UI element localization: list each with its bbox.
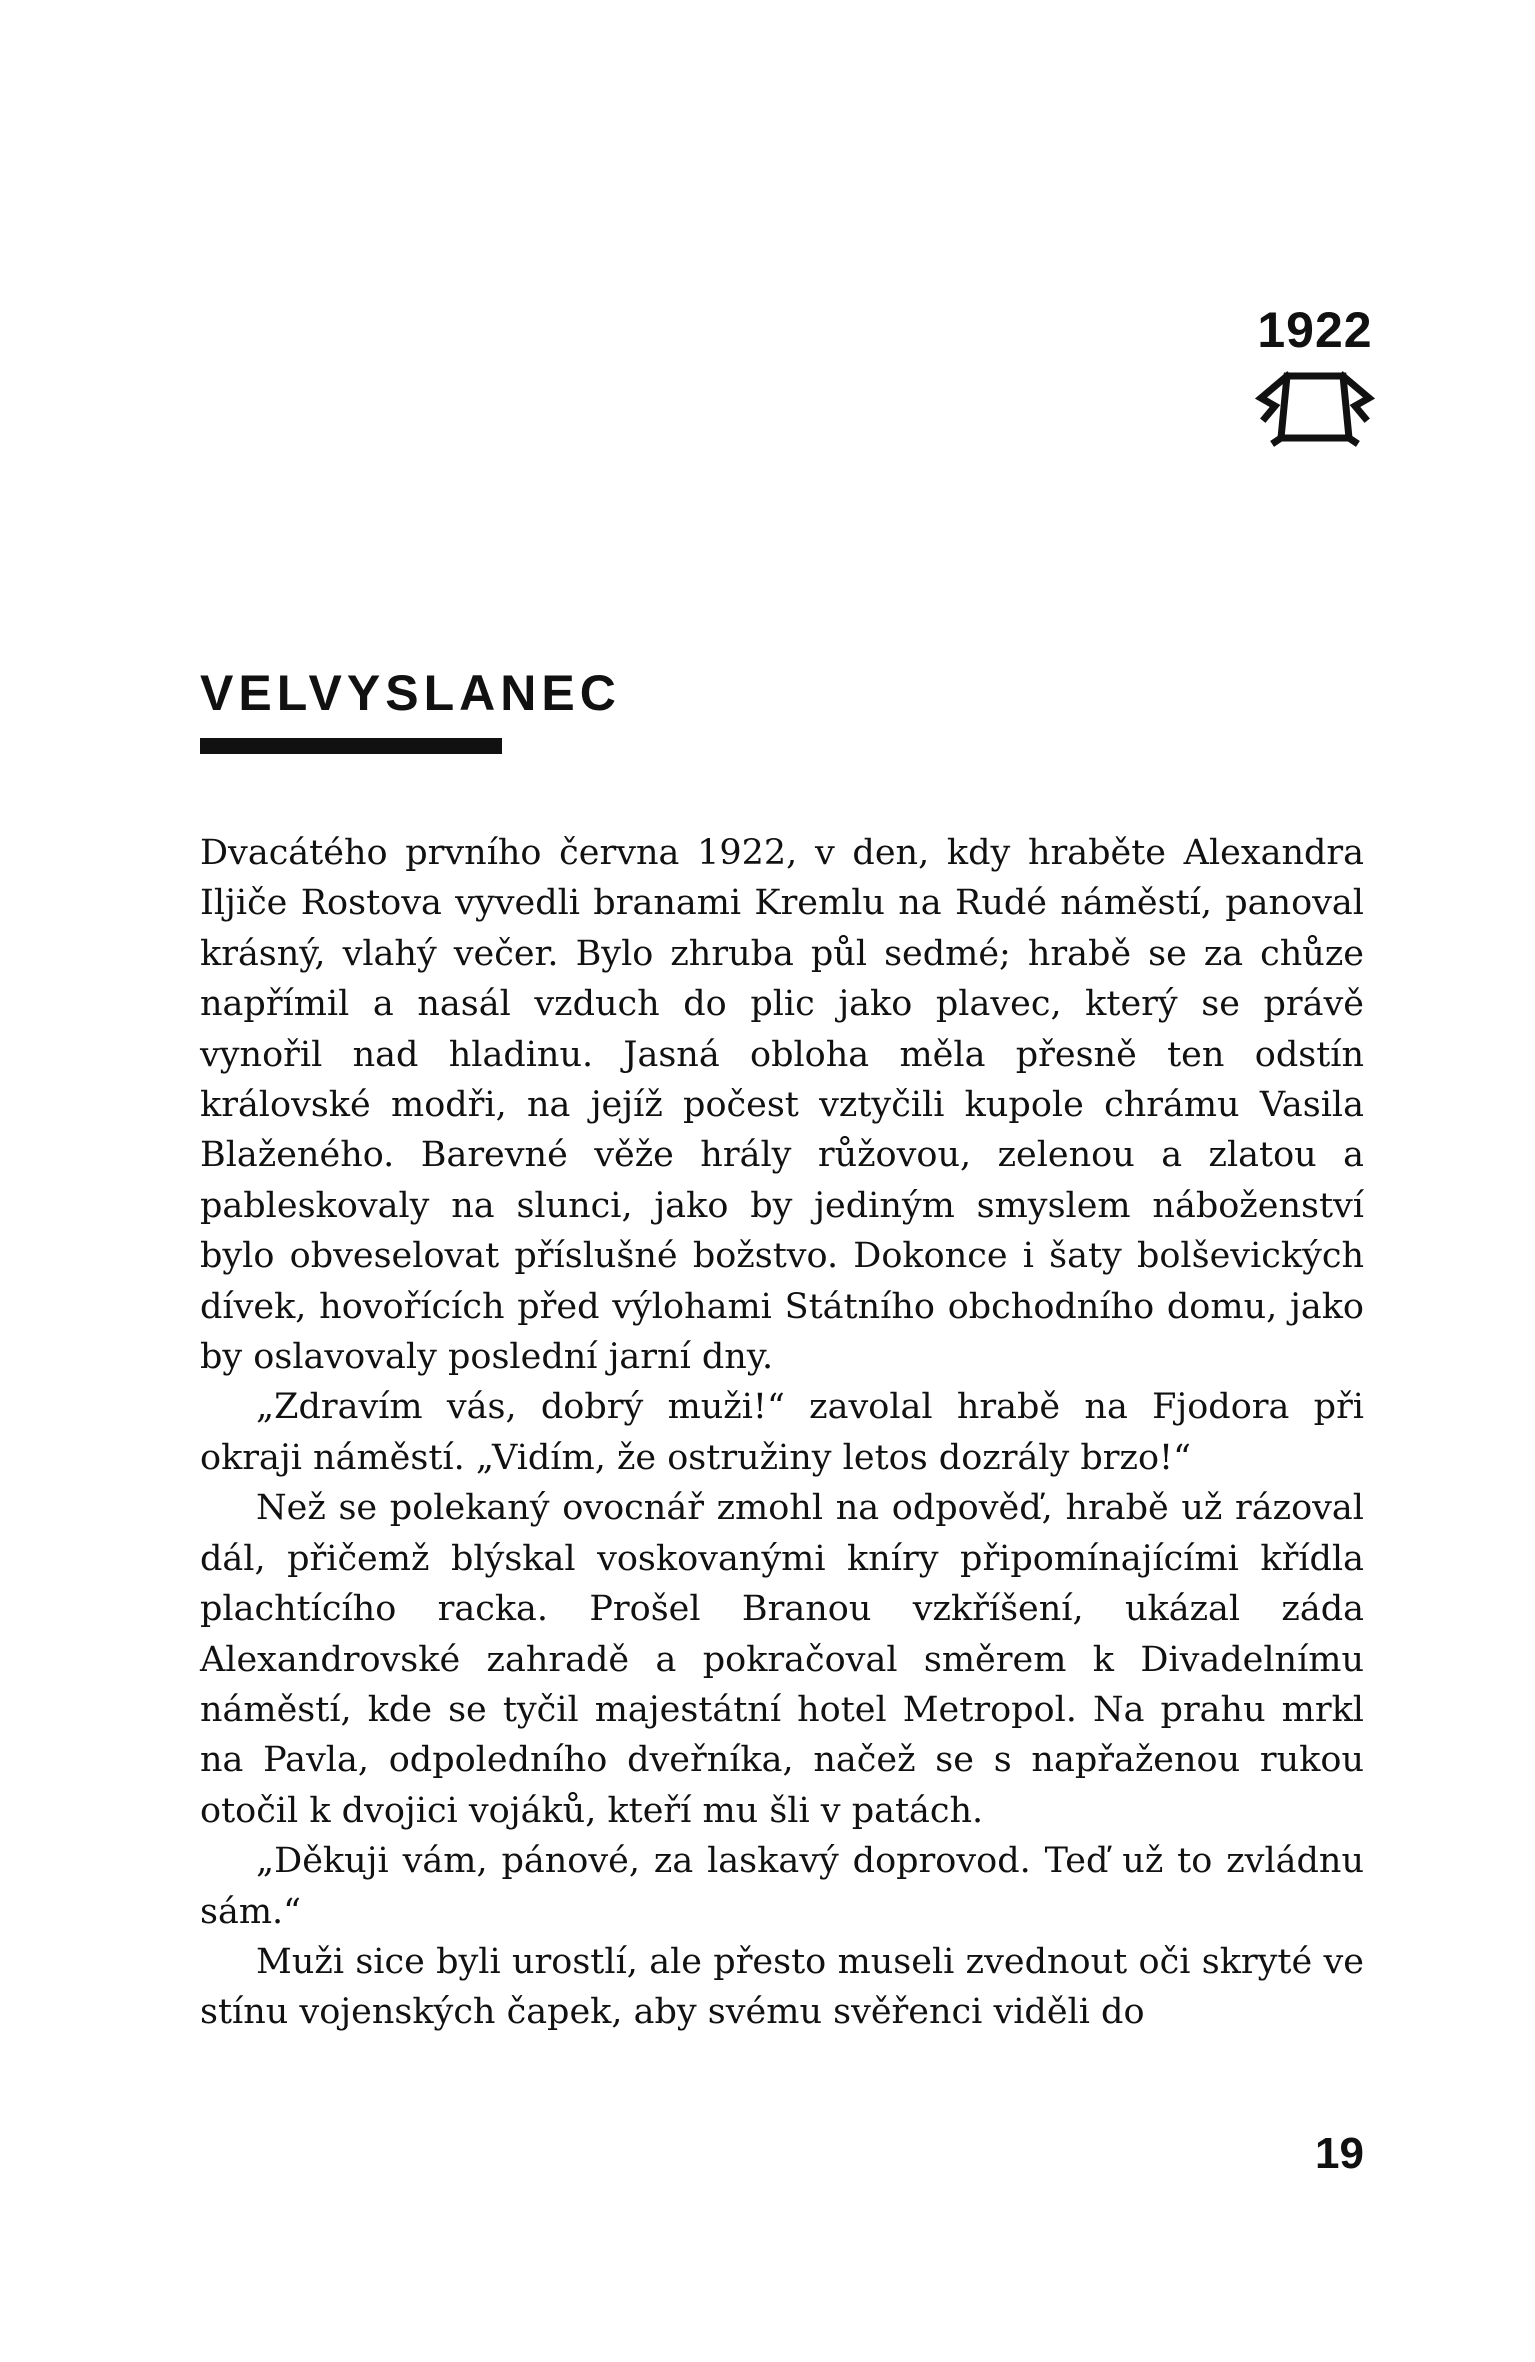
paragraph: Muži sice byli urostlí, ale přesto museli zvednout oči skryté ve stínu vojenských čapek, aby svému svěřenci viděli do: [200, 1941, 1364, 2033]
title-underline: [200, 738, 502, 754]
paragraph: „Zdravím vás, dobrý muži!“ zavolal hrabě na Fjodora při okraji náměstí. „Vidím, že ostružiny letos dozrály brzo!“: [200, 1387, 1364, 1478]
paragraph: Dvacátého prvního června 1922, v den, kdy hraběte Alexandra Iljiče Rostova vyvedli branami Kremlu na Rudé náměstí, panoval krásný, vlahý večer. Bylo zhruba půl sedmé; hrabě se za chůze napřímil a nasál vzduch do plic jako plavec, který se právě vynořil nad hladinu. Jasná obloha měla přesně ten odstín královské modři, na jejíž počest vztyčili kupole chrámu Vasila Blaženého. Barevné věže hrály růžovou, zelenou a zlatou a pableskovaly na slunci, jako by jediným smyslem náboženství bylo obveselovat příslušné božstvo. Dokonce i šaty bolševických dívek, hovořících před výlohami Státního obchodního domu, jako by oslavovaly poslední jarní dny.: [200, 833, 1364, 1378]
chapter-title: VELVYSLANEC: [200, 665, 621, 721]
paragraph: Než se polekaný ovocnář zmohl na odpověď, hrabě už rázoval dál, přičemž blýskal voskovanými kníry připomínajícími křídla plachtícího racka. Prošel Branou vzkříšení, ukázal záda Alexandrovské zahradě a pokračoval směrem k Divadelnímu náměstí, kde se tyčil majestátní hotel Metropol. Na prahu mrkl na Pavla, odpoledního dveřníka, načež se s napřaženou rukou otočil k dvojici vojáků, kteří mu šli v patách.: [200, 1488, 1364, 1831]
year-heading: 1922: [1257, 302, 1373, 358]
paragraph: „Děkuji vám, pánové, za laskavý doprovod. Teď už to zvládnu sám.“: [200, 1841, 1364, 1932]
page-number: 19: [1315, 2129, 1364, 2178]
body-text: [200, 828, 1364, 2038]
crown-ornament-icon: [1255, 368, 1375, 448]
